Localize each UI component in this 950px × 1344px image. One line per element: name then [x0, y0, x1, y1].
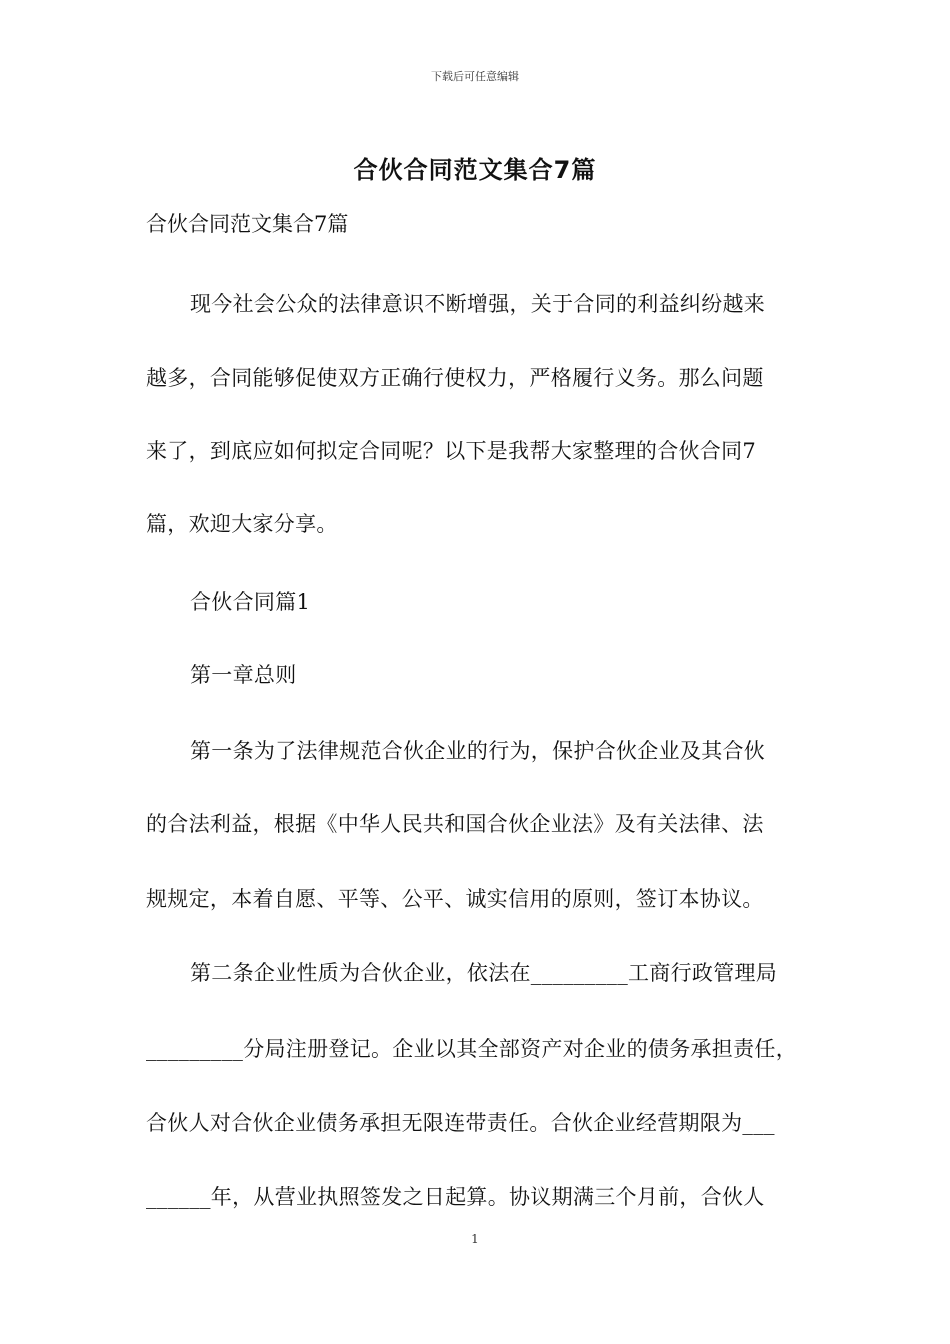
- paragraph-line: 第二条企业性质为合伙企业，依法在_________工商行政管理局: [190, 961, 778, 985]
- page-header: 下载后可任意编辑: [431, 70, 519, 83]
- paragraph-line: 第一条为了法律规范合伙企业的行为，保护合伙企业及其合伙: [190, 739, 766, 763]
- paragraph-line: 规规定，本着自愿、平等、公平、诚实信用的原则，签订本协议。: [146, 887, 764, 911]
- paragraph-line: ______年，从营业执照签发之日起算。协议期满三个月前，合伙人: [146, 1185, 765, 1209]
- paragraph-line: 越多，合同能够促使双方正确行使权力，严格履行义务。那么问题: [146, 366, 764, 390]
- document-subtitle: 合伙合同范文集合7篇: [146, 212, 349, 236]
- paragraph-line: _________分局注册登记。企业以其全部资产对企业的债务承担责任，: [146, 1037, 797, 1061]
- paragraph-line: 篇，欢迎大家分享。: [146, 512, 338, 536]
- paragraph-line: 的合法利益，根据《中华人民共和国合伙企业法》及有关法律、法: [146, 812, 764, 836]
- paragraph-line: 来了，到底应如何拟定合同呢？以下是我帮大家整理的合伙合同7: [146, 439, 757, 463]
- section-heading: 合伙合同篇1: [190, 590, 311, 614]
- chapter-heading: 第一章总则: [190, 663, 297, 687]
- page-number: 1: [471, 1232, 479, 1246]
- paragraph-line: 合伙人对合伙企业债务承担无限连带责任。合伙企业经营期限为___: [146, 1111, 775, 1135]
- document-title: 合伙合同范文集合7篇: [353, 156, 597, 184]
- paragraph-line: 现今社会公众的法律意识不断增强，关于合同的利益纠纷越来: [190, 292, 766, 316]
